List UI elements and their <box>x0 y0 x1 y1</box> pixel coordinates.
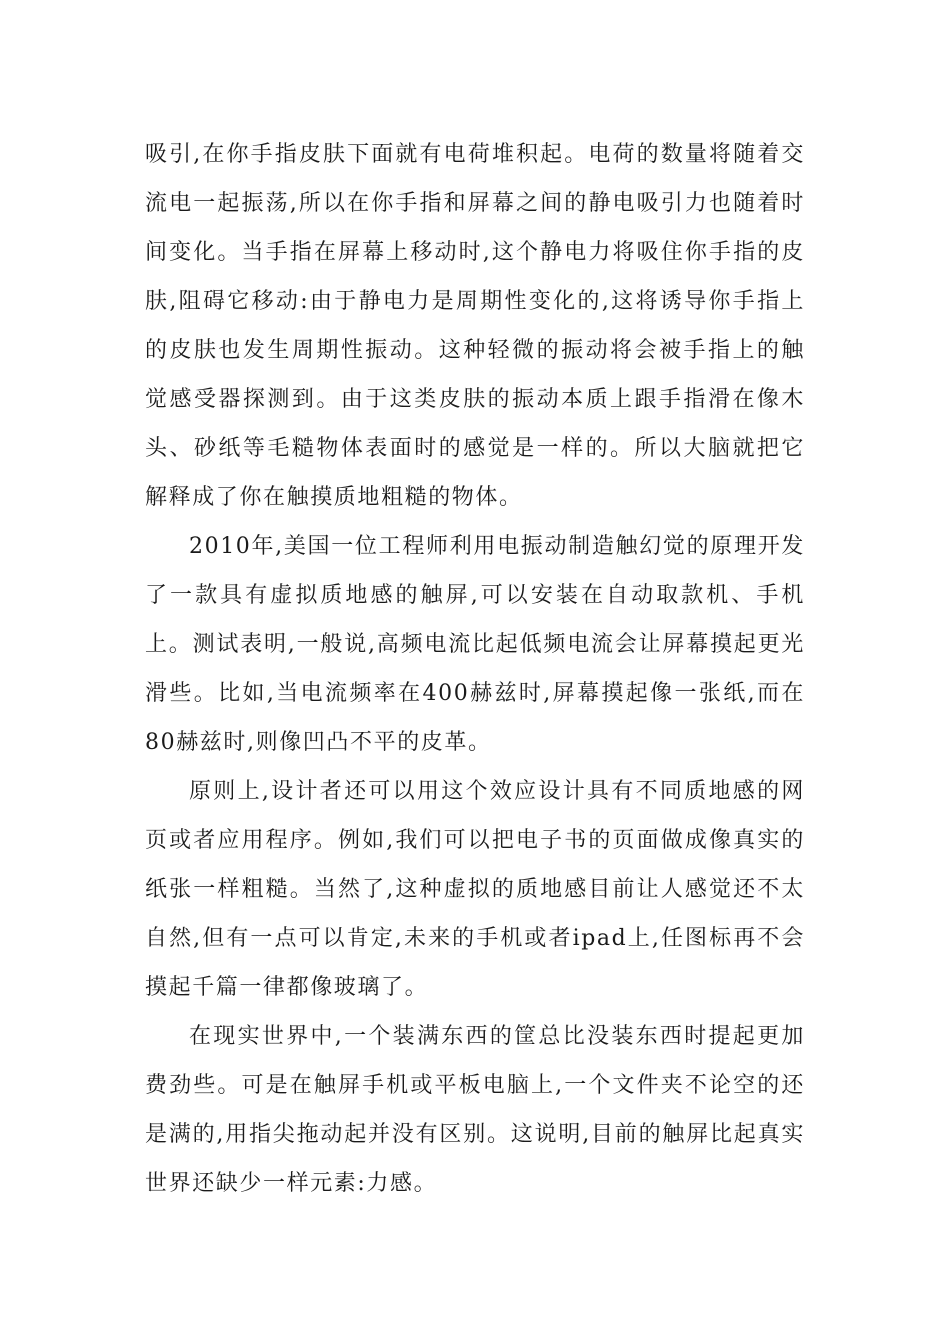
paragraph-continued: 吸引,在你手指皮肤下面就有电荷堆积起。电荷的数量将随着交流电一起振荡,所以在你手指和屏幕之间的静电吸引力也随着时间变化。当手指在屏幕上移动时,这个静电力将吸住你手指的皮肤,阻碍它移动:由于静电力是周期性变化的,这将诱导你手指上的皮肤也发生周期性振动。这种轻微的振动将会被手指上的触觉感受器探测到。由于这类皮肤的振动本质上跟手指滑在像木头、砂纸等毛糙物体表面时的感觉是一样的。所以大脑就把它解释成了你在触摸质地粗糙的物体。 <box>145 142 805 510</box>
paragraph-touchscreen-2010: 2010年,美国一位工程师利用电振动制造触幻觉的原理开发了一款具有虚拟质地感的触屏,可以安装在自动取款机、手机上。测试表明,一般说,高频电流比起低频电流会让屏幕摸起更光滑些。比如,当电流频率在400赫兹时,屏幕摸起像一张纸,而在80赫兹时,则像凹凸不平的皮革。 <box>145 534 805 755</box>
paragraph-design-applications: 原则上,设计者还可以用这个效应设计具有不同质地感的网页或者应用程序。例如,我们可以把电子书的页面做成像真实的纸张一样粗糙。当然了,这种虚拟的质地感目前让人感觉还不太自然,但有一点可以肯定,未来的手机或者ipad上,任图标再不会摸起千篇一律都像玻璃了。 <box>145 779 805 1000</box>
paragraph-force-feedback: 在现实世界中,一个装满东西的筐总比没装东西时提起更加费劲些。可是在触屏手机或平板电脑上,一个文件夹不论空的还是满的,用指尖拖动起并没有区别。这说明,目前的触屏比起真实世界还缺少一样元素:力感。 <box>145 1024 805 1196</box>
document-body <box>145 130 805 1208</box>
